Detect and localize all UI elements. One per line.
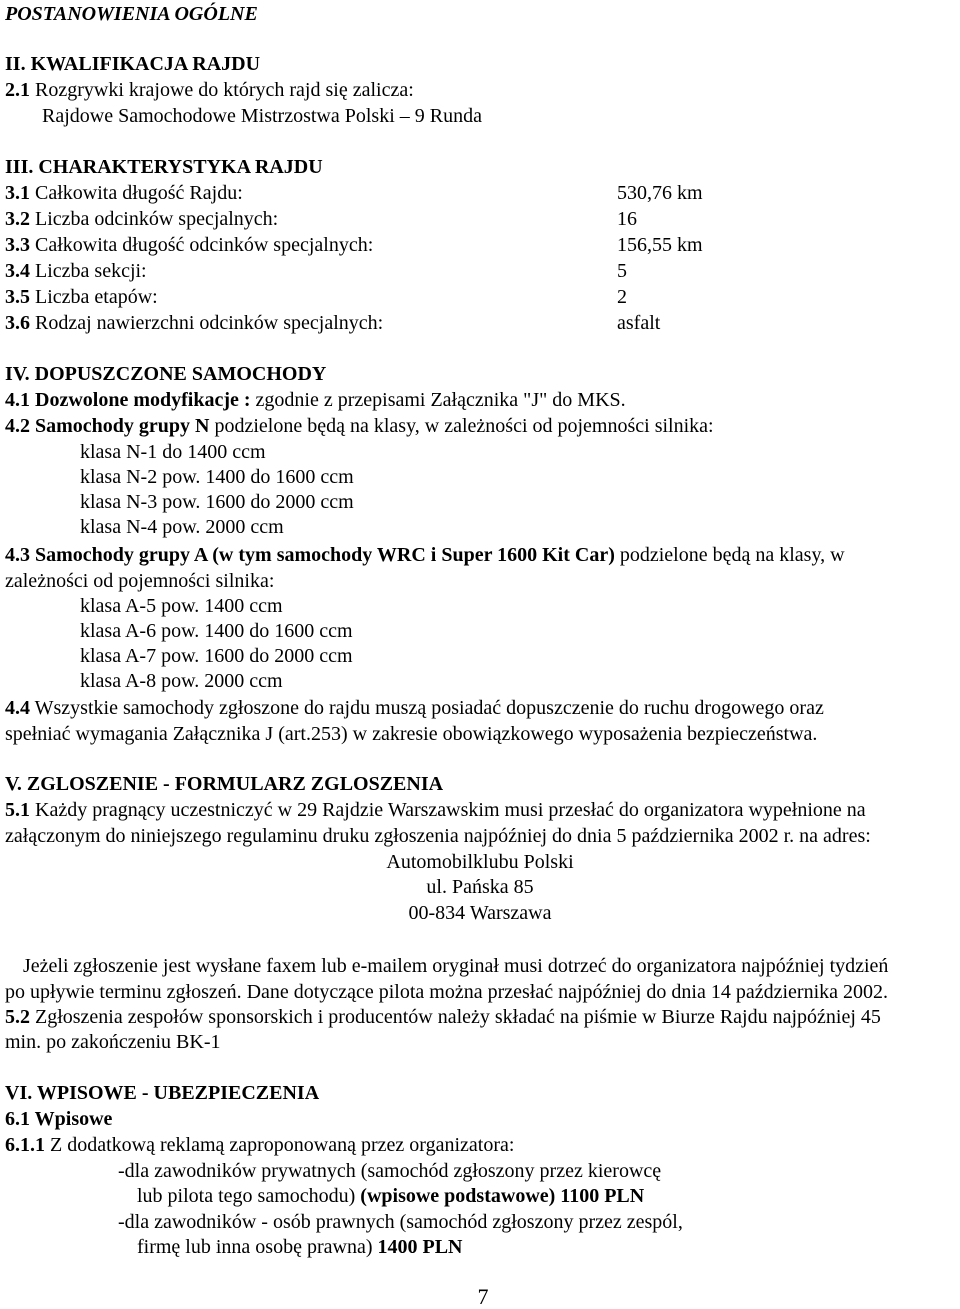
- item-4-3-continuation: zależności od pojemności silnika:: [5, 570, 275, 592]
- item-text: Zgłoszenia zespołów sponsorskich i producentów należy składać na piśmie w Biurze Rajdu najpóźniej 45: [35, 1006, 881, 1028]
- item-label: Rodzaj nawierzchni odcinków specjalnych:: [35, 312, 384, 334]
- address-line: 00-834 Warszawa: [408, 902, 552, 924]
- fee-item-private: -dla zawodników prywatnych (samochód zgłoszony przez kierowcę: [118, 1160, 662, 1182]
- class-n-item: klasa N-2 pow. 1400 do 1600 ccm: [80, 466, 354, 488]
- item-value: 530,76 km: [617, 182, 703, 204]
- item-number: 4.4: [5, 697, 30, 719]
- fee-text: lub pilota tego samochodu): [137, 1185, 356, 1207]
- class-n-item: klasa N-4 pow. 2000 ccm: [80, 516, 284, 538]
- item-value: 5: [617, 260, 627, 282]
- item-number: 4.2: [5, 415, 30, 437]
- item-5-1: [5, 798, 866, 823]
- item-text: podzielone będą na klasy, w zależności od pojemności silnika:: [214, 415, 714, 437]
- item-2-1: [5, 78, 414, 103]
- class-a-item: klasa A-7 pow. 1600 do 2000 ccm: [80, 645, 353, 667]
- item-number: 3.2: [5, 208, 30, 230]
- item-number: 2.1: [5, 79, 30, 101]
- fee-amount: (wpisowe podstawowe) 1100 PLN: [360, 1185, 645, 1207]
- item-number: 4.3: [5, 544, 30, 566]
- fax-note-continuation: po upływie terminu zgłoszeń. Dane dotyczące pilota można przesłać najpóźniej do dnia 14 października 2002.: [5, 981, 889, 1003]
- item-text: Wszystkie samochody zgłoszone do rajdu muszą posiadać dopuszczenie do ruchu drogowego oraz: [34, 697, 824, 719]
- item-value: asfalt: [617, 312, 661, 334]
- item-number: 5.2: [5, 1006, 30, 1028]
- item-text: Z dodatkową reklamą zaproponowaną przez organizatora:: [50, 1134, 515, 1156]
- class-n-item: klasa N-3 pow. 1600 do 2000 ccm: [80, 491, 354, 513]
- item-6-1: 6.1 Wpisowe: [5, 1108, 113, 1130]
- item-4-1: [5, 388, 626, 413]
- item-6-1-1: [5, 1133, 514, 1158]
- item-text: zgodnie z przepisami Załącznika "J" do MKS.: [255, 389, 626, 411]
- section-4-heading: IV. DOPUSZCZONE SAMOCHODY: [5, 363, 327, 385]
- item-text: podzielone będą na klasy, w: [619, 544, 845, 566]
- item-4-3: [5, 543, 845, 568]
- item-number: 3.5: [5, 286, 30, 308]
- fee-text: firmę lub inna osobę prawna): [137, 1236, 373, 1258]
- item-value: 2: [617, 286, 627, 308]
- list-item: [5, 207, 278, 232]
- list-item: [5, 233, 373, 258]
- class-a-item: klasa A-6 pow. 1400 do 1600 ccm: [80, 620, 353, 642]
- item-bold-text: Dozwolone modyfikacje :: [35, 389, 251, 411]
- item-number: 3.3: [5, 234, 30, 256]
- item-4-2: [5, 414, 714, 439]
- item-number: 3.6: [5, 312, 30, 334]
- item-number: 3.1: [5, 182, 30, 204]
- class-a-item: klasa A-8 pow. 2000 ccm: [80, 670, 283, 692]
- section-5-heading: V. ZGLOSZENIE - FORMULARZ ZGLOSZENIA: [5, 773, 444, 795]
- class-a-item: klasa A-5 pow. 1400 ccm: [80, 595, 283, 617]
- fee-item-legal-continuation: [137, 1235, 462, 1260]
- item-value: 16: [617, 208, 637, 230]
- list-item: [5, 181, 243, 206]
- list-item: [5, 285, 158, 310]
- list-item: [5, 259, 147, 284]
- section-6-heading: VI. WPISOWE - UBEZPIECZENIA: [5, 1082, 320, 1104]
- class-n-item: klasa N-1 do 1400 ccm: [80, 441, 266, 463]
- item-5-1-continuation: załączonym do niniejszego regulaminu druku zgłoszenia najpóźniej do dnia 5 października 2002 r. na adres:: [5, 825, 871, 847]
- document-header: POSTANOWIENIA OGÓLNE: [5, 3, 258, 25]
- fee-amount: 1400 PLN: [377, 1236, 463, 1258]
- item-5-2-continuation: min. po zakończeniu BK-1: [5, 1031, 221, 1053]
- item-2-1-continuation: Rajdowe Samochodowe Mistrzostwa Polski – 9 Runda: [42, 105, 482, 127]
- fax-note: Jeżeli zgłoszenie jest wysłane faxem lub e-mailem oryginał musi dotrzeć do organizatora najpóźniej tydzień: [23, 955, 889, 977]
- item-number: 5.1: [5, 799, 30, 821]
- item-bold-text: Samochody grupy A (w tym samochody WRC i Super 1600 Kit Car): [35, 544, 615, 566]
- item-number: 3.4: [5, 260, 30, 282]
- fee-item-legal: -dla zawodników - osób prawnych (samochód zgłoszony przez zespól,: [118, 1211, 683, 1233]
- item-5-2: [5, 1005, 881, 1030]
- address-line: Automobilklubu Polski: [386, 851, 574, 873]
- item-label: Całkowita długość odcinków specjalnych:: [35, 234, 374, 256]
- item-number: 6.1.1: [5, 1134, 45, 1156]
- item-number: 4.1: [5, 389, 30, 411]
- item-label: Całkowita długość Rajdu:: [35, 182, 243, 204]
- item-4-4: [5, 696, 824, 721]
- item-4-4-continuation: spełniać wymagania Załącznika J (art.253) w zakresie obowiązkowego wyposażenia bezpieczeństwa.: [5, 723, 818, 745]
- fee-item-private-continuation: [137, 1184, 644, 1209]
- item-text: Rozgrywki krajowe do których rajd się zalicza:: [35, 79, 414, 101]
- section-2-heading: II. KWALIFIKACJA RAJDU: [5, 53, 261, 75]
- item-bold-text: Samochody grupy N: [35, 415, 210, 437]
- item-value: 156,55 km: [617, 234, 703, 256]
- item-label: Liczba odcinków specjalnych:: [35, 208, 279, 230]
- item-text: Każdy pragnący uczestniczyć w 29 Rajdzie Warszawskim musi przesłać do organizatora wypełnione na: [35, 799, 866, 821]
- address-line: ul. Pańska 85: [426, 876, 534, 898]
- list-item: [5, 311, 383, 336]
- section-3-heading: III. CHARAKTERYSTYKA RAJDU: [5, 156, 323, 178]
- item-label: Liczba etapów:: [35, 286, 158, 308]
- item-label: Liczba sekcji:: [35, 260, 147, 282]
- page-number: 7: [477, 1284, 489, 1309]
